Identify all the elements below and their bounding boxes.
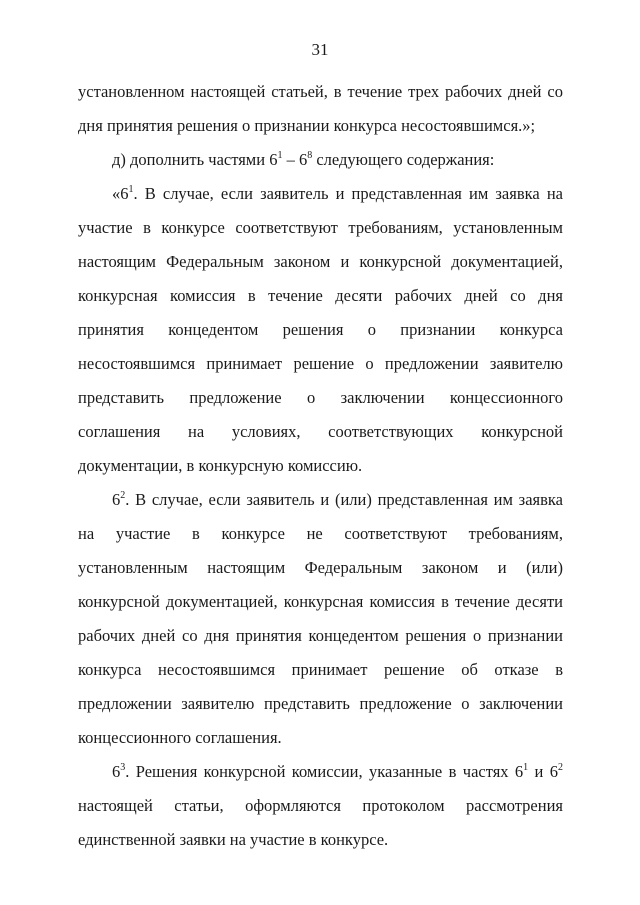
text-run: – 6	[282, 150, 308, 169]
superscript-index: 2	[120, 490, 126, 501]
text-run: 6	[112, 490, 121, 509]
superscript-index: 1	[128, 184, 134, 195]
text-run: д) дополнить частями 6	[112, 150, 278, 169]
paragraph	[78, 75, 563, 143]
text-run: 6	[112, 762, 121, 781]
text-run: установленном настоящей статьей, в течение трех рабочих дней со дня принятия решения о признании конкурса несостоявшимся.»;	[78, 82, 563, 135]
text-run: . В случае, если заявитель и представленная им заявка на участие в конкурсе соответствуют требованиям, установленным настоящим Федеральным законом и конкурсной документацией, конкурсная комиссия в течение десяти рабочих дней со дня принятия концедентом решения о признании конкурса несостоявшимся принимает решение о предложении заявителю представить предложение о заключении концессионного соглашения на условиях, соответствующих конкурсной документации, в конкурсную комиссию.	[78, 184, 563, 475]
superscript-index: 3	[120, 762, 126, 773]
paragraph	[78, 755, 563, 857]
text-run: . Решения конкурсной комиссии, указанные в частях 6	[125, 762, 524, 781]
document-body	[78, 75, 563, 857]
text-run: и 6	[528, 762, 558, 781]
text-run: . В случае, если заявитель и (или) представленная им заявка на участие в конкурсе не соответствуют требованиям, установленным настоящим Федеральным законом и (или) конкурсной документацией, конкурсная комиссия в течение десяти рабочих дней со дня принятия концедентом решения о признании конкурса несостоявшимся принимает решение об отказе в предложении заявителю представить предложение о заключении концессионного соглашения.	[78, 490, 563, 747]
paragraph	[78, 143, 563, 177]
page-number: 31	[311, 40, 329, 59]
superscript-index: 8	[307, 150, 313, 161]
paragraph	[78, 177, 563, 483]
text-run: настоящей статьи, оформляются протоколом рассмотрения единственной заявки на участие в конкурсе.	[78, 796, 563, 849]
superscript-index: 2	[558, 762, 563, 773]
superscript-index: 1	[277, 150, 283, 161]
superscript-index: 1	[523, 762, 529, 773]
paragraph	[78, 483, 563, 755]
text-run: следующего содержания:	[312, 150, 495, 169]
text-run: «6	[112, 184, 129, 203]
